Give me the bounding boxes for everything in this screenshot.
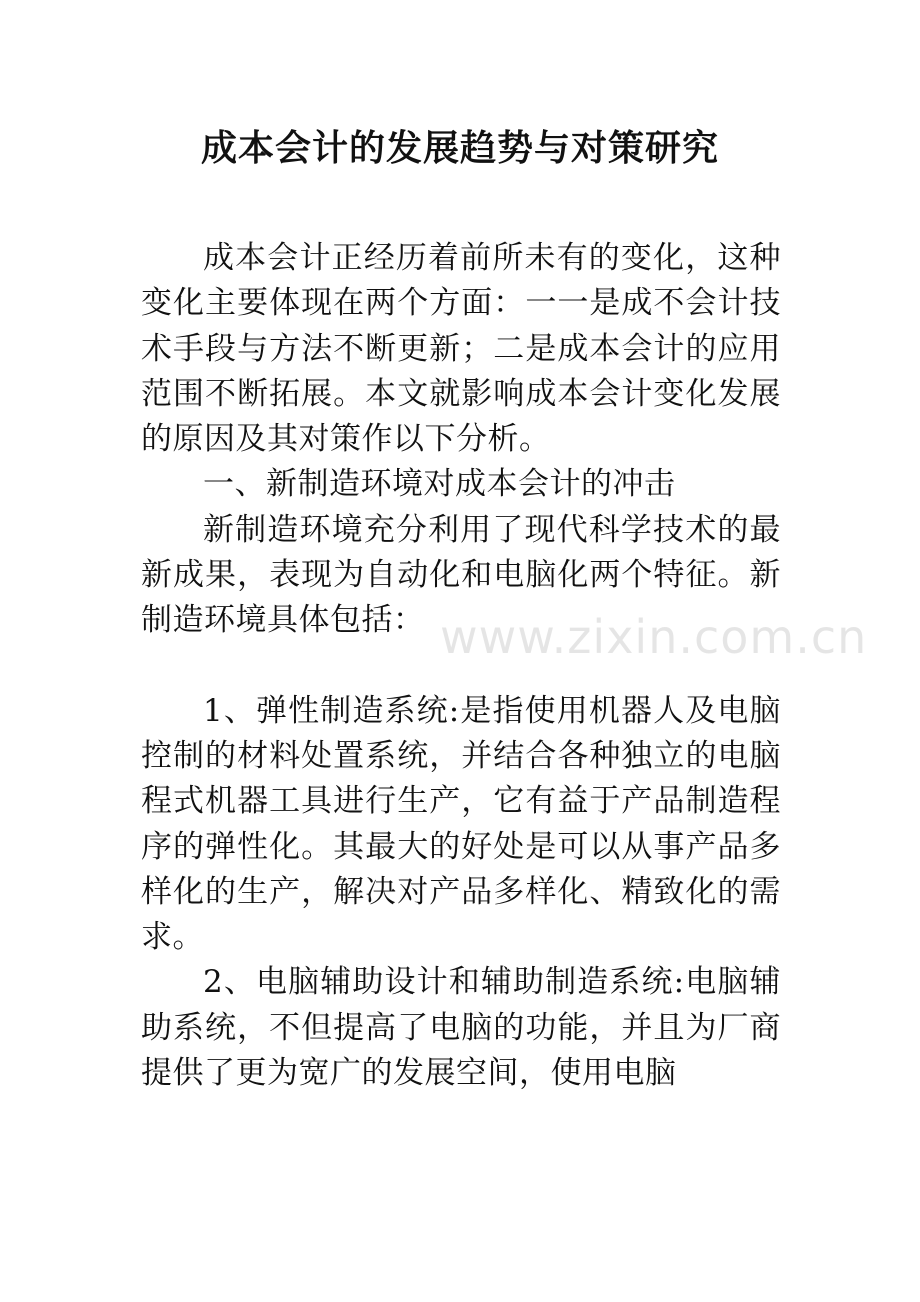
paragraph-item-2: 2、电脑辅助设计和辅助制造系统:电脑辅助系统，不但提高了电脑的功能，并且为厂商提供了更为宽广的发展空间，使用电脑 (141, 964, 781, 1092)
paragraph-intro: 成本会计正经历着前所未有的变化，这种变化主要体现在两个方面：一一是成不会计技术手段与方法不断更新；二是成本会计的应用范围不断拓展。本文就影响成本会计变化发展的原因及其对策作以下分析。 (141, 240, 781, 458)
watermark-text: www.zixin.com.cn (440, 610, 868, 664)
document-body (141, 236, 781, 1096)
paragraph-item-1: 1、弹性制造系统:是指使用机器人及电脑控制的材料处置系统，并结合各种独立的电脑程式机器工具进行生产，它有益于产品制造程序的弹性化。其最大的好处是可以从事产品多样化的生产，解决对产品多样化、精致化的需求。 (141, 692, 781, 956)
paragraph-new-environment: 新制造环境充分利用了现代科学技术的最新成果，表现为自动化和电脑化两个特征。新制造环境具体包括： (141, 511, 781, 639)
document-title: 成本会计的发展趋势与对策研究 (200, 128, 719, 169)
section-heading-1: 一、新制造环境对成本会计的冲击 (203, 466, 676, 503)
